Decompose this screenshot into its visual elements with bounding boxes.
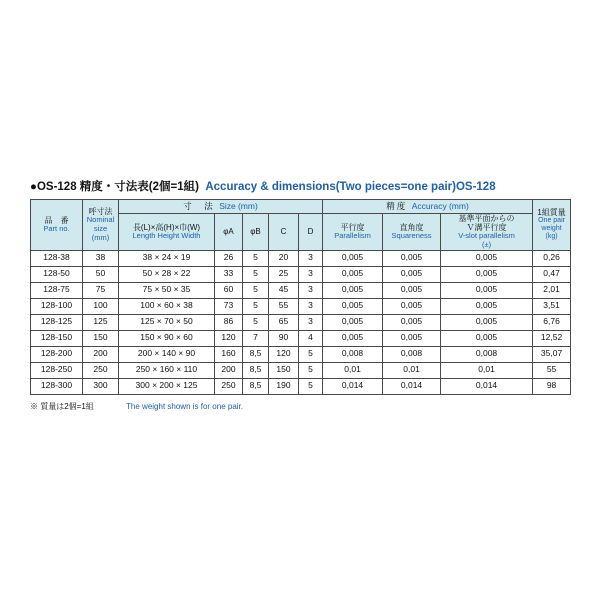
cell-phi-b: 8,5	[243, 346, 269, 362]
cell-part-no: 128-50	[31, 266, 83, 282]
cell-vslot: 0,014	[441, 378, 533, 394]
cell-phi-a: 86	[215, 314, 243, 330]
cell-phi-a: 160	[215, 346, 243, 362]
table-row	[31, 250, 571, 266]
cell-parallelism: 0,008	[323, 346, 383, 362]
col-phi-b: φB	[243, 214, 269, 251]
title-bullet-icon: ●	[30, 181, 37, 193]
cell-nominal: 200	[83, 346, 119, 362]
col-weight: 1組質量 One pair weight (kg)	[533, 200, 571, 251]
cell-nominal: 38	[83, 250, 119, 266]
cell-lhw: 50 × 28 × 22	[119, 266, 215, 282]
col-phi-a: φA	[215, 214, 243, 251]
cell-d: 5	[299, 362, 323, 378]
cell-squareness: 0,014	[383, 378, 441, 394]
table-row	[31, 266, 571, 282]
cell-squareness: 0,005	[383, 250, 441, 266]
col-nominal-size: 呼寸法 Nominal size (mm)	[83, 200, 119, 251]
cell-weight: 6,76	[533, 314, 571, 330]
cell-nominal: 100	[83, 298, 119, 314]
cell-weight: 0,26	[533, 250, 571, 266]
cell-squareness: 0,005	[383, 298, 441, 314]
cell-weight: 55	[533, 362, 571, 378]
cell-phi-b: 5	[243, 314, 269, 330]
cell-part-no: 128-38	[31, 250, 83, 266]
cell-phi-b: 8,5	[243, 378, 269, 394]
cell-c: 25	[269, 266, 299, 282]
cell-phi-a: 250	[215, 378, 243, 394]
cell-phi-b: 8,5	[243, 362, 269, 378]
cell-squareness: 0,005	[383, 314, 441, 330]
cell-c: 20	[269, 250, 299, 266]
cell-phi-a: 60	[215, 282, 243, 298]
cell-nominal: 150	[83, 330, 119, 346]
cell-part-no: 128-200	[31, 346, 83, 362]
cell-phi-a: 200	[215, 362, 243, 378]
title-english: Accuracy & dimensions(Two pieces=one pair)OS-128	[205, 181, 496, 193]
cell-phi-b: 5	[243, 250, 269, 266]
table-row	[31, 346, 571, 362]
cell-c: 150	[269, 362, 299, 378]
cell-phi-a: 26	[215, 250, 243, 266]
cell-lhw: 250 × 160 × 110	[119, 362, 215, 378]
group-header-size: 寸 法 Size (mm)	[119, 200, 323, 214]
cell-lhw: 150 × 90 × 60	[119, 330, 215, 346]
cell-parallelism: 0,005	[323, 314, 383, 330]
col-vslot-parallelism: 基準平面からの Ｖ溝平行度 V-slot parallelism (±)	[441, 214, 533, 251]
title-japanese: OS-128 精度・寸法表(2個=1組)	[36, 181, 199, 193]
cell-squareness: 0,01	[383, 362, 441, 378]
cell-weight: 0,47	[533, 266, 571, 282]
cell-vslot: 0,005	[441, 298, 533, 314]
cell-weight: 12,52	[533, 330, 571, 346]
footnote-japanese: ※ 質量は2個=1組	[30, 401, 94, 411]
cell-vslot: 0,005	[441, 250, 533, 266]
cell-lhw: 38 × 24 × 19	[119, 250, 215, 266]
cell-parallelism: 0,014	[323, 378, 383, 394]
cell-nominal: 125	[83, 314, 119, 330]
cell-vslot: 0,01	[441, 362, 533, 378]
cell-part-no: 128-125	[31, 314, 83, 330]
table-row	[31, 298, 571, 314]
cell-d: 3	[299, 298, 323, 314]
table-row	[31, 378, 571, 394]
specifications-table	[30, 199, 571, 395]
cell-lhw: 200 × 140 × 90	[119, 346, 215, 362]
cell-part-no: 128-300	[31, 378, 83, 394]
cell-phi-b: 5	[243, 266, 269, 282]
cell-lhw: 100 × 60 × 38	[119, 298, 215, 314]
cell-weight: 2,01	[533, 282, 571, 298]
col-part-no: 品 番 Part no.	[31, 200, 83, 251]
cell-c: 45	[269, 282, 299, 298]
cell-parallelism: 0,005	[323, 282, 383, 298]
cell-c: 120	[269, 346, 299, 362]
table-row	[31, 282, 571, 298]
col-lhw: 長(L)×高(H)×巾(W) Length Height Width	[119, 214, 215, 251]
cell-weight: 98	[533, 378, 571, 394]
cell-part-no: 128-150	[31, 330, 83, 346]
cell-c: 190	[269, 378, 299, 394]
cell-phi-b: 5	[243, 282, 269, 298]
table-row	[31, 330, 571, 346]
col-d: D	[299, 214, 323, 251]
cell-phi-b: 7	[243, 330, 269, 346]
cell-vslot: 0,005	[441, 282, 533, 298]
cell-parallelism: 0,005	[323, 266, 383, 282]
cell-vslot: 0,005	[441, 266, 533, 282]
cell-d: 5	[299, 378, 323, 394]
group-header-row	[31, 200, 571, 214]
cell-phi-a: 120	[215, 330, 243, 346]
cell-c: 65	[269, 314, 299, 330]
cell-c: 90	[269, 330, 299, 346]
col-parallelism: 平行度 Parallelism	[323, 214, 383, 251]
cell-d: 3	[299, 266, 323, 282]
cell-vslot: 0,005	[441, 330, 533, 346]
spec-sheet	[30, 178, 570, 412]
table-header	[31, 200, 571, 251]
cell-parallelism: 0,005	[323, 330, 383, 346]
cell-phi-b: 5	[243, 298, 269, 314]
table-body	[31, 250, 571, 394]
cell-part-no: 128-250	[31, 362, 83, 378]
cell-phi-a: 73	[215, 298, 243, 314]
cell-squareness: 0,005	[383, 282, 441, 298]
cell-nominal: 50	[83, 266, 119, 282]
cell-squareness: 0,005	[383, 266, 441, 282]
page-title	[30, 178, 570, 194]
cell-squareness: 0,008	[383, 346, 441, 362]
cell-lhw: 300 × 200 × 125	[119, 378, 215, 394]
cell-parallelism: 0,005	[323, 250, 383, 266]
cell-parallelism: 0,01	[323, 362, 383, 378]
cell-nominal: 75	[83, 282, 119, 298]
table-row	[31, 314, 571, 330]
cell-part-no: 128-100	[31, 298, 83, 314]
cell-c: 55	[269, 298, 299, 314]
cell-part-no: 128-75	[31, 282, 83, 298]
cell-d: 3	[299, 282, 323, 298]
cell-lhw: 75 × 50 × 35	[119, 282, 215, 298]
table-row	[31, 362, 571, 378]
cell-lhw: 125 × 70 × 50	[119, 314, 215, 330]
cell-squareness: 0,005	[383, 330, 441, 346]
cell-vslot: 0,005	[441, 314, 533, 330]
cell-d: 4	[299, 330, 323, 346]
cell-phi-a: 33	[215, 266, 243, 282]
cell-nominal: 300	[83, 378, 119, 394]
cell-d: 5	[299, 346, 323, 362]
cell-vslot: 0,008	[441, 346, 533, 362]
cell-d: 3	[299, 314, 323, 330]
cell-weight: 35,07	[533, 346, 571, 362]
cell-nominal: 250	[83, 362, 119, 378]
footnote	[30, 401, 570, 412]
group-header-accuracy: 精度 Accuracy (mm)	[323, 200, 533, 214]
cell-weight: 3,51	[533, 298, 571, 314]
cell-d: 3	[299, 250, 323, 266]
col-c: C	[269, 214, 299, 251]
col-squareness: 直角度 Squareness	[383, 214, 441, 251]
cell-parallelism: 0,005	[323, 298, 383, 314]
footnote-english: The weight shown is for one pair.	[126, 401, 243, 411]
